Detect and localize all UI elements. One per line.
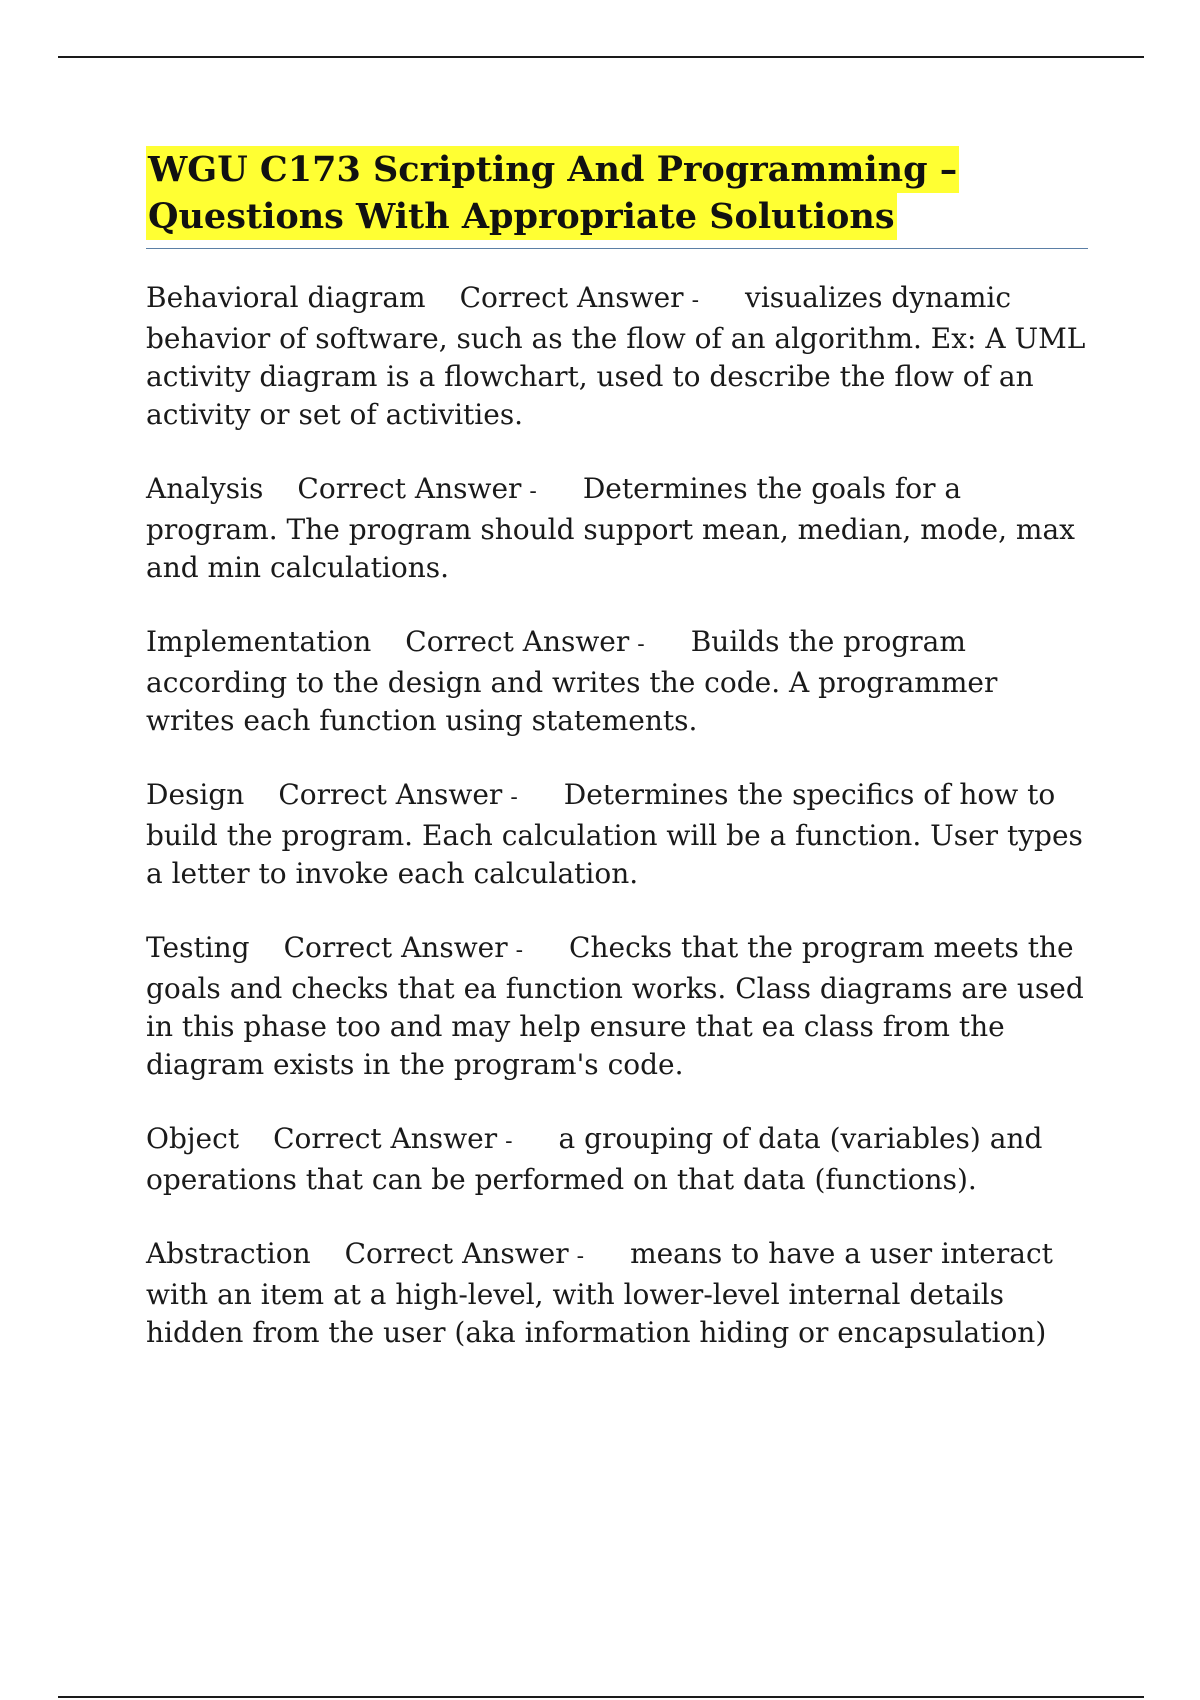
document-title [146, 146, 1088, 240]
correct-answer-label: Correct Answer [273, 1122, 498, 1155]
entry-dash: - [637, 632, 645, 657]
entry-answer: means to have a user interact with an item at a high-level, with lower-level internal details hidden from the user (aka information hiding or encapsulation) [146, 1237, 1053, 1349]
entry-dash: - [505, 1129, 513, 1154]
correct-answer-label: Correct Answer [283, 931, 508, 964]
entry-term: Object [146, 1122, 240, 1155]
correct-answer-label: Correct Answer [297, 472, 522, 505]
document-body [146, 146, 1088, 1388]
qa-list [146, 279, 1088, 1352]
correct-answer-label: Correct Answer [278, 778, 503, 811]
qa-entry-design [146, 776, 1088, 893]
entry-term: Abstraction [146, 1237, 311, 1270]
top-rule [58, 56, 1144, 58]
correct-answer-label: Correct Answer [344, 1237, 569, 1270]
entry-dash: - [691, 288, 699, 313]
entry-answer: Checks that the program meets the goals and checks that ea function works. Class diagrams are used in this phase too and may help ensure that ea class from the diagram exists in the program's code. [146, 931, 1084, 1081]
entry-dash: - [515, 938, 524, 963]
entry-term: Testing [146, 931, 250, 964]
entry-answer: visualizes dynamic behavior of software, such as the flow of an algorithm. Ex: A UML activity diagram is a flowchart, used to describe the flow of an activity or set of activities. [146, 281, 1086, 431]
entry-answer: Builds the program according to the design and writes the code. A programmer writes each function using statements. [146, 625, 998, 737]
qa-entry-object [146, 1120, 1088, 1199]
entry-answer: a grouping of data (variables) and operations that can be performed on that data (functions). [146, 1122, 1043, 1196]
bottom-rule [58, 1696, 1144, 1698]
entry-answer: Determines the goals for a program. The program should support mean, median, mode, max and min calculations. [146, 472, 1075, 584]
entry-term: Design [146, 778, 245, 811]
qa-entry-implementation [146, 623, 1088, 740]
entry-term: Behavioral diagram [146, 281, 426, 314]
correct-answer-label: Correct Answer [459, 281, 684, 314]
title-line-1: WGU C173 Scripting And Programming – [146, 146, 959, 193]
correct-answer-label: Correct Answer [405, 625, 630, 658]
entry-answer: Determines the specifics of how to build the program. Each calculation will be a function. User types a letter to invoke each calculation. [146, 778, 1083, 890]
entry-term: Implementation [146, 625, 372, 658]
qa-entry-abstraction [146, 1235, 1088, 1352]
entry-dash: - [510, 785, 518, 810]
entry-term: Analysis [146, 472, 264, 505]
title-line-2: Questions With Appropriate Solutions [146, 193, 897, 240]
qa-entry-testing [146, 929, 1088, 1084]
title-underline [146, 248, 1088, 249]
qa-entry-behavioral-diagram [146, 279, 1088, 434]
qa-entry-analysis [146, 470, 1088, 587]
entry-dash: - [529, 479, 537, 504]
entry-dash: - [576, 1244, 585, 1269]
